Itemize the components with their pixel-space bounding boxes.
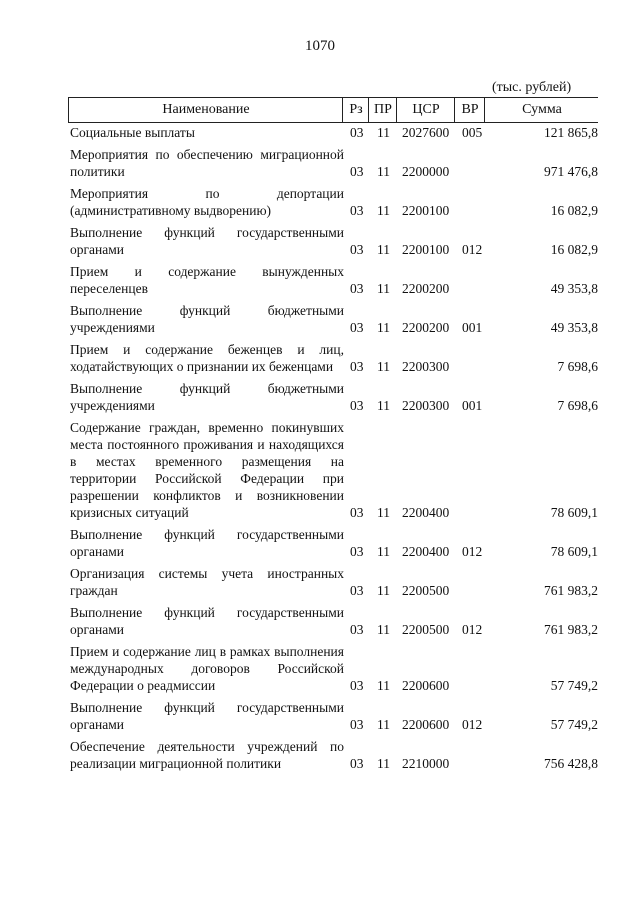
row-csr: 2200100 [402,203,450,218]
row-pr: 11 [377,242,390,257]
row-name: Выполнение функций бюджетными учреждениями [70,381,344,413]
row-csr: 2200600 [402,678,450,693]
row-rz: 03 [350,398,364,413]
row-pr: 11 [377,756,390,771]
row-name: Выполнение функций государственными органами [70,527,344,559]
row-name: Прием и содержание беженцев и лиц, ходатайствующих о признании их беженцами [70,342,344,374]
table-row [0,185,640,219]
row-name: Выполнение функций государственными органами [70,605,344,637]
row-rz: 03 [350,164,364,179]
row-sum: 7 698,6 [557,398,598,413]
table-row [0,124,640,141]
row-csr: 2200100 [402,242,450,257]
row-csr: 2200400 [402,544,450,559]
row-rz: 03 [350,242,364,257]
row-sum: 57 749,2 [550,717,598,732]
row-rz: 03 [350,281,364,296]
table-row [0,419,640,521]
row-vr: 012 [462,622,483,637]
row-sum: 49 353,8 [550,281,598,296]
row-vr: 012 [462,717,483,732]
row-pr: 11 [377,398,390,413]
table-row [0,699,640,733]
row-name: Обеспечение деятельности учреждений по реализации миграционной политики [70,739,344,771]
row-pr: 11 [377,622,390,637]
row-sum: 971 476,8 [544,164,598,179]
row-rz: 03 [350,622,364,637]
row-pr: 11 [377,583,390,598]
header-vr: ВР [454,98,485,122]
row-csr: 2200000 [402,164,450,179]
row-sum: 57 749,2 [550,678,598,693]
table-row [0,146,640,180]
row-csr: 2200200 [402,320,450,335]
header-csr: ЦСР [396,98,455,122]
header-name: Наименование [68,98,343,122]
row-csr: 2200500 [402,622,450,637]
header-sum: Сумма [484,98,599,122]
row-pr: 11 [377,505,390,520]
row-vr: 012 [462,242,483,257]
row-rz: 03 [350,359,364,374]
row-csr: 2200400 [402,505,450,520]
row-name: Социальные выплаты [70,125,195,140]
row-csr: 2200300 [402,398,450,413]
row-pr: 11 [377,359,390,374]
table-row [0,565,640,599]
row-vr: 012 [462,544,483,559]
row-pr: 11 [377,678,390,693]
row-name: Организация системы учета иностранных граждан [70,566,344,598]
row-rz: 03 [350,756,364,771]
row-csr: 2200500 [402,583,450,598]
row-rz: 03 [350,583,364,598]
table-row [0,738,640,772]
row-sum: 761 983,2 [544,622,598,637]
row-rz: 03 [350,544,364,559]
row-rz: 03 [350,125,364,140]
row-sum: 121 865,8 [544,125,598,140]
row-sum: 16 082,9 [550,242,598,257]
row-name: Выполнение функций государственными органами [70,225,344,257]
row-name: Выполнение функций государственными органами [70,700,344,732]
header-rz: Рз [342,98,369,122]
row-pr: 11 [377,164,390,179]
row-csr: 2200200 [402,281,450,296]
row-rz: 03 [350,717,364,732]
row-rz: 03 [350,678,364,693]
row-sum: 78 609,1 [550,505,598,520]
row-sum: 761 983,2 [544,583,598,598]
row-sum: 7 698,6 [557,359,598,374]
table-row [0,380,640,414]
row-name: Мероприятия по обеспечению миграционной политики [70,147,344,179]
row-sum: 78 609,1 [550,544,598,559]
row-name: Выполнение функций бюджетными учреждениями [70,303,344,335]
row-rz: 03 [350,505,364,520]
row-sum: 49 353,8 [550,320,598,335]
page-number: 1070 [305,38,335,54]
units-label: (тыс. рублей) [492,80,572,95]
row-name: Мероприятия по депортации (административному выдворению) [70,186,344,218]
row-name: Содержание граждан, временно покинувших места постоянного проживания и находящихся в местах временного размещения на территории Российской Федерации при разрешении конфликтов и возникновении кризисных ситуаций [70,420,344,520]
table-row [0,263,640,297]
row-pr: 11 [377,544,390,559]
table-header [68,97,598,123]
row-sum: 756 428,8 [544,756,598,771]
budget-table-body [0,124,640,777]
row-csr: 2210000 [402,756,450,771]
row-rz: 03 [350,203,364,218]
row-csr: 2200300 [402,359,450,374]
row-pr: 11 [377,717,390,732]
row-vr: 001 [462,398,483,413]
row-pr: 11 [377,203,390,218]
row-name: Прием и содержание лиц в рамках выполнения международных договоров Российской Федерации о реадмиссии [70,644,344,693]
table-row [0,302,640,336]
table-row [0,526,640,560]
row-vr: 001 [462,320,483,335]
row-csr: 2027600 [402,125,450,140]
table-row [0,224,640,258]
row-pr: 11 [377,125,390,140]
row-name: Прием и содержание вынужденных переселенцев [70,264,344,296]
row-csr: 2200600 [402,717,450,732]
row-sum: 16 082,9 [550,203,598,218]
table-row [0,643,640,694]
row-pr: 11 [377,320,390,335]
row-pr: 11 [377,281,390,296]
table-row [0,604,640,638]
table-row [0,341,640,375]
row-vr: 005 [462,125,483,140]
row-rz: 03 [350,320,364,335]
header-pr: ПР [368,98,397,122]
